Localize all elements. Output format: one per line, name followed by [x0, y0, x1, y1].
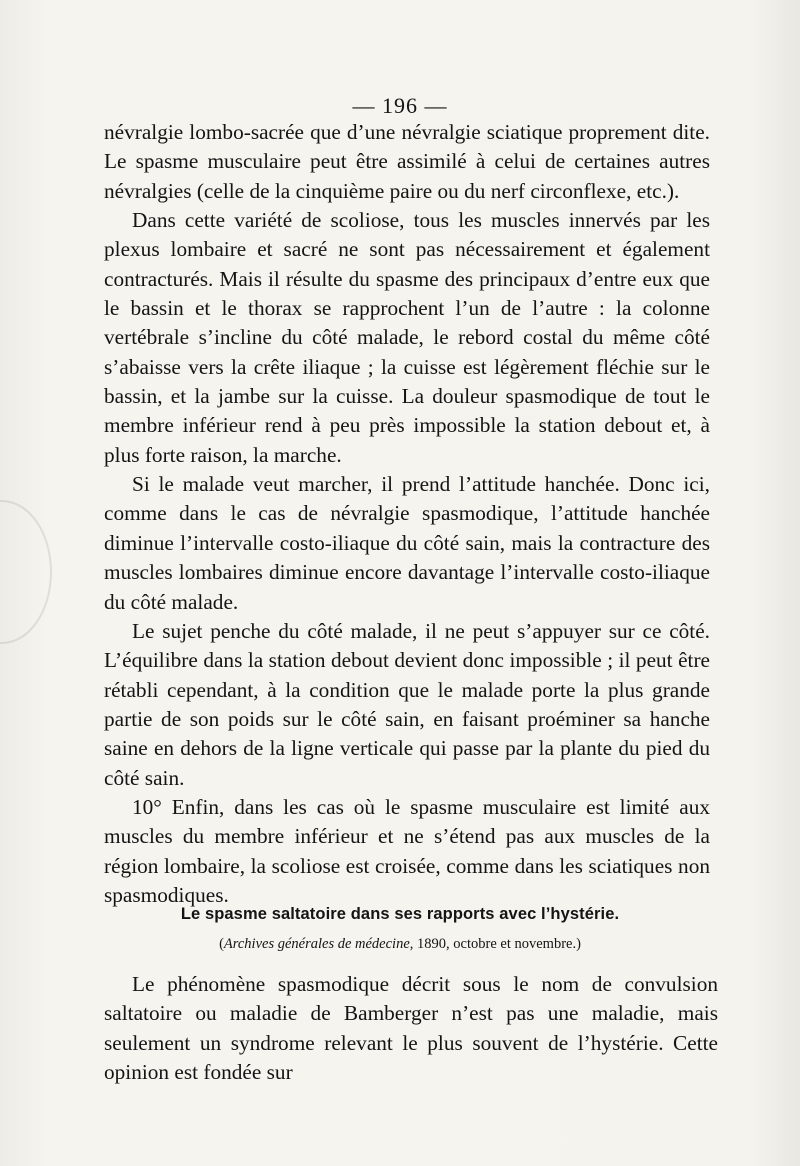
section-body	[104, 970, 718, 1087]
section-heading: Le spasme saltatoire dans ses rapports avec l’hystérie.	[180, 905, 620, 923]
paragraph: Le phénomène spasmodique décrit sous le nom de convulsion saltatoire ou maladie de Bamberger n’est pas une maladie, mais seulement un syndrome relevant le plus souvent de l’hystérie. Cette opinion est fondée sur	[104, 972, 718, 1085]
paragraph: Si le malade veut marcher, il prend l’attitude hanchée. Donc ici, comme dans le cas de névralgie spasmodique, l’attitude hanchée diminue l’intervalle costo-iliaque du côté sain, mais la contracture des muscles lombaires diminue encore davantage l’intervalle costo-iliaque du côté malade.	[104, 472, 710, 614]
paragraph: 10° Enfin, dans les cas où le spasme musculaire est limité aux muscles du membre inférieur et ne s’étend pas aux muscles de la région lombaire, la scoliose est croisée, comme dans les sciatiques non spasmodiques.	[104, 794, 710, 907]
source-journal: Archives générales de médecine	[223, 936, 410, 952]
library-stamp	[0, 500, 52, 644]
section-source	[0, 936, 800, 953]
source-open-paren: (	[219, 936, 224, 952]
paragraph: Le sujet penche du côté malade, il ne peut s’appuyer sur ce côté. L’équilibre dans la station debout devient donc impossible ; il peut être rétabli cependant, à la condition que le malade porte la plus grande partie de son poids sur le côté sain, en faisant proéminer sa hanche saine en dehors de la ligne verticale qui passe par la plante du pied du côté sain.	[104, 618, 710, 790]
paragraph: Dans cette variété de scoliose, tous les muscles innervés par les plexus lombaire et sacré ne sont pas nécessairement et également contracturés. Mais il résulte du spasme des principaux d’entre eux que le bassin et le thorax se rapprochent l’un de l’autre : la colonne vertébrale s’incline du côté malade, le rebord costal du même côté s’abaisse vers la crête iliaque ; la cuisse est légèrement fléchie sur le bassin, et la jambe sur la cuisse. La douleur spasmodique de tout le membre inférieur rend à peu près impossible la station debout et, à plus forte raison, la marche.	[104, 208, 710, 467]
page-number: — 196 —	[352, 93, 448, 118]
paragraph-continuation: névralgie lombo-sacrée que d’une névralgie sciatique proprement dite. Le spasme musculaire peut être assimilé à celui de certaines autres névralgies (celle de la cinquième paire ou du nerf circonflexe, etc.).	[104, 120, 710, 203]
main-text	[104, 118, 710, 910]
source-details: , 1890, octobre et novembre.)	[409, 936, 581, 952]
